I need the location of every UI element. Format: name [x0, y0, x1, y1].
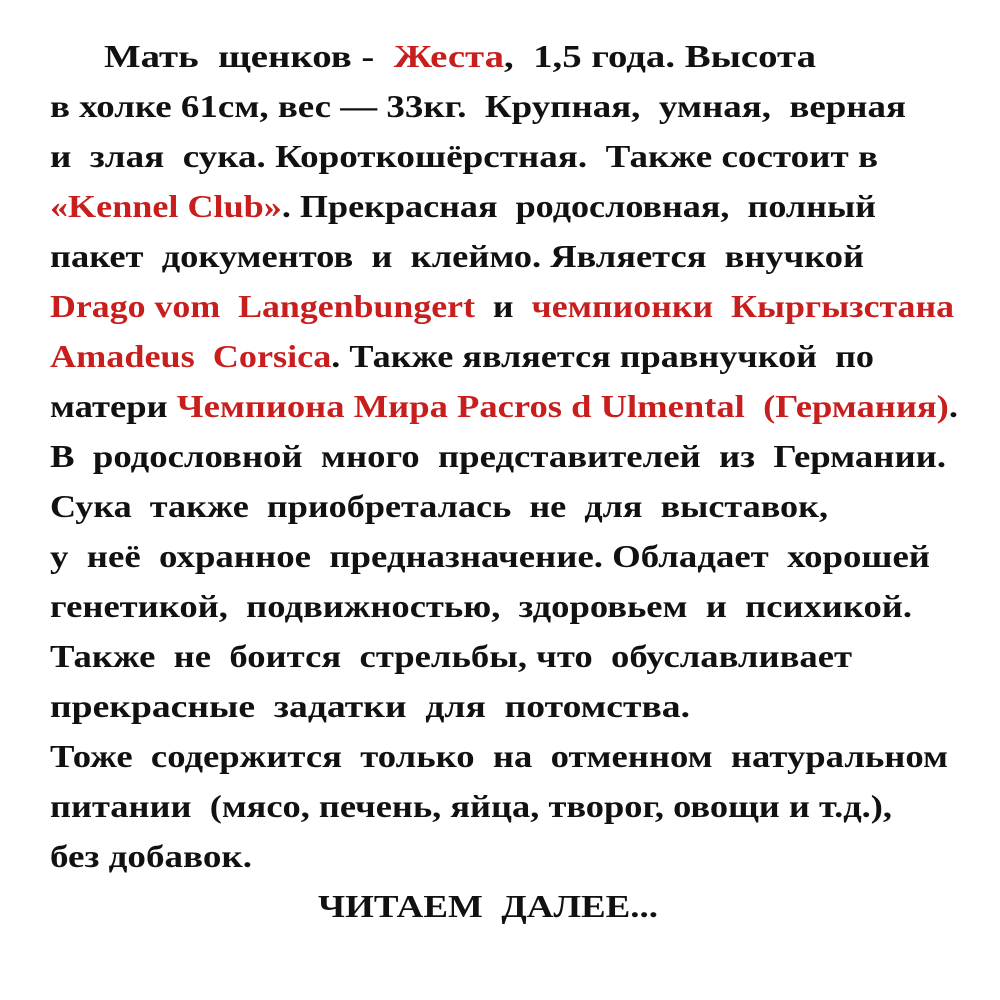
text-line-9 — [50, 436, 946, 476]
text-segment: . Прекрасная родословная, полный — [281, 188, 877, 224]
text-line-10 — [50, 486, 828, 526]
text-line-5 — [50, 236, 864, 276]
text-line-15 — [50, 736, 948, 776]
text-line-3 — [50, 136, 878, 176]
text-segment: Сука также приобреталась не для выставок, — [50, 488, 828, 524]
highlighted-text: «Kennel Club» — [50, 188, 282, 224]
highlighted-text: Drago vom Langenbungert — [50, 288, 476, 324]
text-segment: Тоже содержится только на отменном натуральном — [50, 738, 948, 774]
text-line-1 — [104, 36, 816, 76]
text-line-6 — [50, 286, 954, 326]
text-line-17 — [50, 836, 252, 876]
text-segment: и — [475, 288, 532, 324]
text-line-4 — [50, 186, 876, 226]
text-line-13 — [50, 636, 852, 676]
text-segment: питании (мясо, печень, яйца, творог, овощи и т.д.), — [50, 788, 892, 824]
read-more-label — [318, 886, 658, 926]
text-segment: Мать щенков - — [104, 38, 394, 74]
text-segment: в холке 61см, вес — 33кг. Крупная, умная, верная — [50, 88, 906, 124]
text-segment: Также не боится стрельбы, что обуславливает — [50, 638, 852, 674]
text-segment: у неё охранное предназначение. Обладает хорошей — [50, 538, 930, 574]
text-segment: , 1,5 года. Высота — [503, 38, 816, 74]
text-segment: матери — [50, 388, 177, 424]
text-line-11 — [50, 536, 930, 576]
text-segment: прекрасные задатки для потомства. — [50, 688, 690, 724]
text-line-7 — [50, 336, 874, 376]
text-line-12 — [50, 586, 912, 626]
text-segment: . Также является правнучкой по — [331, 338, 875, 374]
text-line-16 — [50, 786, 892, 826]
text-segment: и злая сука. Короткошёрстная. Также состоит в — [50, 138, 878, 174]
text-segment: ЧИТАЕМ ДАЛЕЕ... — [318, 888, 658, 924]
text-line-14 — [50, 686, 690, 726]
text-segment: генетикой, подвижностью, здоровьем и психикой. — [50, 588, 912, 624]
text-line-8 — [50, 386, 958, 426]
text-segment: В родословной много представителей из Германии. — [50, 438, 946, 474]
highlighted-text: Жеста — [393, 38, 504, 74]
text-segment: без добавок. — [50, 838, 252, 874]
text-segment: . — [948, 388, 958, 424]
highlighted-text: Чемпиона Мира Pacros d Ulmental (Германия) — [176, 388, 949, 424]
highlighted-text: Amadeus Corsica — [50, 338, 332, 374]
text-segment: пакет документов и клеймо. Является внучкой — [50, 238, 865, 274]
highlighted-text: чемпионки Кыргызстана — [531, 288, 954, 324]
text-line-2 — [50, 86, 906, 126]
